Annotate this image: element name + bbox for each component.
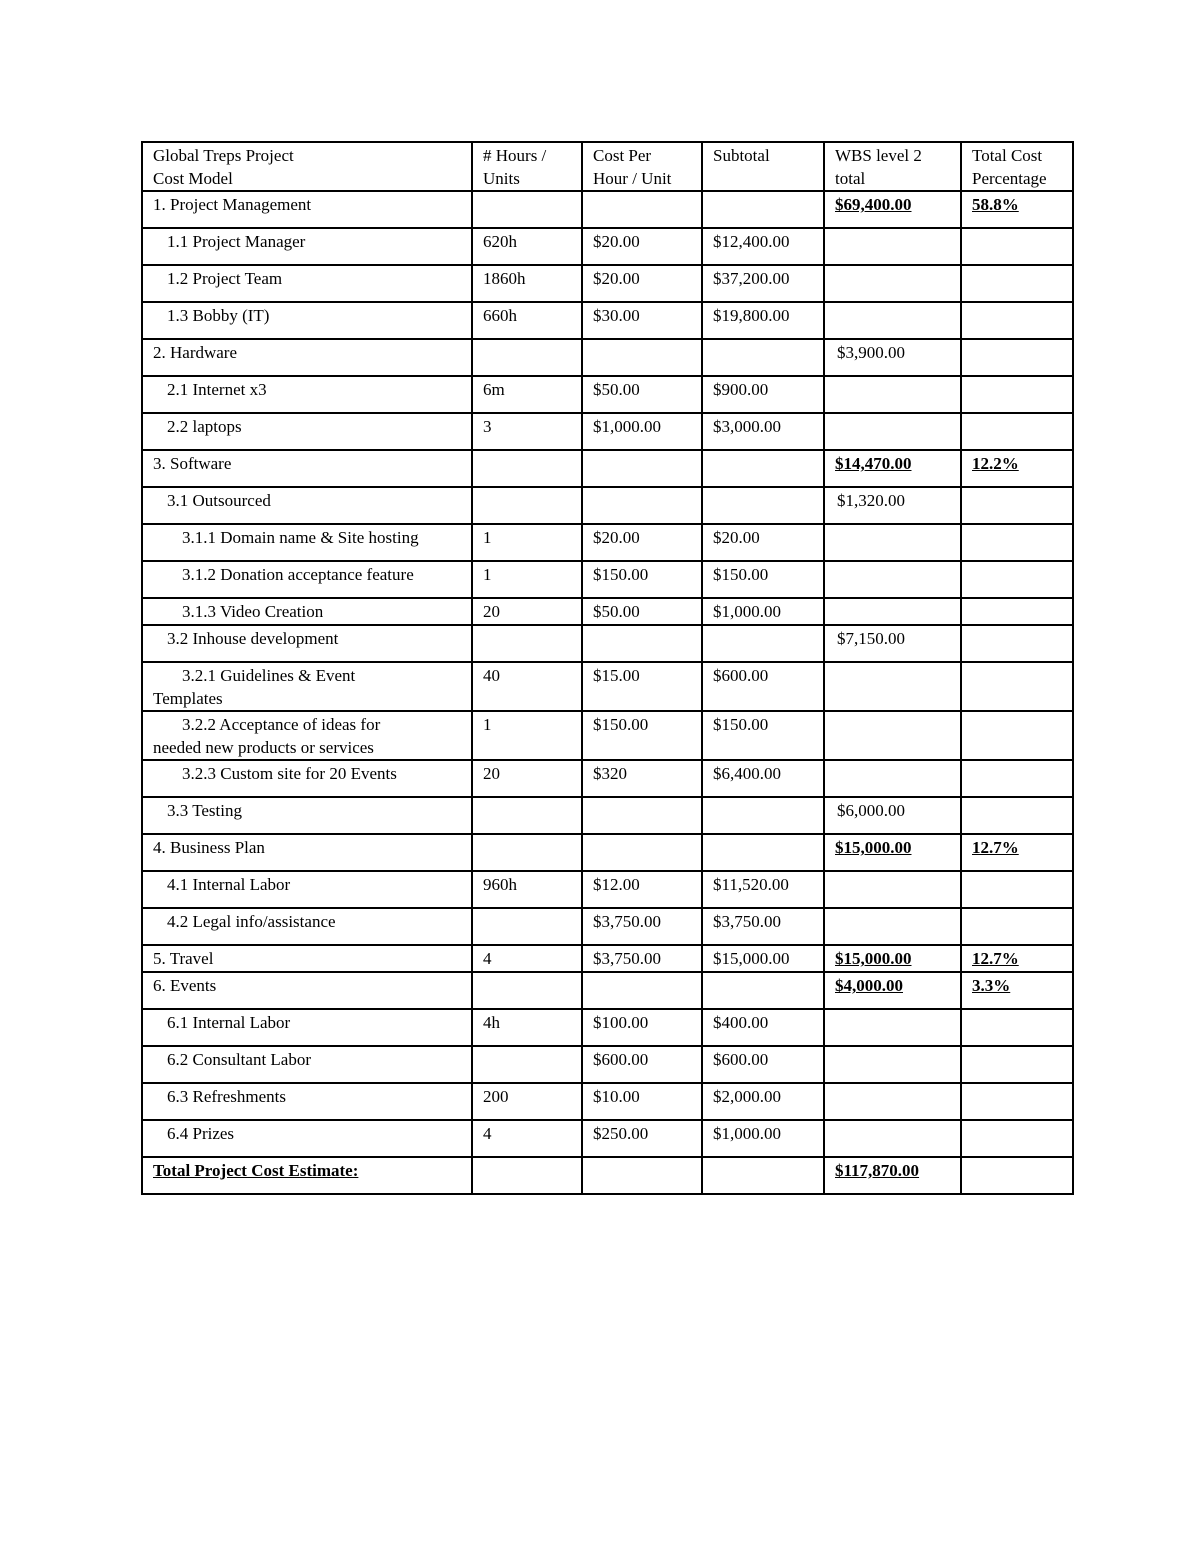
subtotal-cell: $6,400.00 <box>702 760 824 797</box>
item-cell: 3. Software <box>142 450 472 487</box>
cost-cell <box>582 797 702 834</box>
cost-cell <box>582 834 702 871</box>
wbs-cell <box>824 598 961 625</box>
subtotal-cell: $20.00 <box>702 524 824 561</box>
units-cell: 40 <box>472 662 582 711</box>
units-cell: 1 <box>472 524 582 561</box>
header-cell-project: Global Treps Project Cost Model <box>142 142 472 191</box>
item-cell: 3.1 Outsourced <box>142 487 472 524</box>
wbs-cell <box>824 871 961 908</box>
percentage-cell <box>961 524 1073 561</box>
table-row <box>142 1009 1073 1046</box>
subtotal-cell: $400.00 <box>702 1009 824 1046</box>
cost-cell: $600.00 <box>582 1046 702 1083</box>
cost-cell: $20.00 <box>582 265 702 302</box>
item-cell: 6.1 Internal Labor <box>142 1009 472 1046</box>
wbs-cell: $3,900.00 <box>824 339 961 376</box>
units-cell <box>472 972 582 1009</box>
item-cell: 6.3 Refreshments <box>142 1083 472 1120</box>
item-cell: 3.2.3 Custom site for 20 Events <box>142 760 472 797</box>
cost-cell <box>582 1157 702 1194</box>
wbs-cell: $1,320.00 <box>824 487 961 524</box>
cost-cell: $50.00 <box>582 376 702 413</box>
item-cell: 6.4 Prizes <box>142 1120 472 1157</box>
subtotal-cell <box>702 191 824 228</box>
cost-cell <box>582 339 702 376</box>
wbs-cell <box>824 908 961 945</box>
table-row <box>142 413 1073 450</box>
units-cell: 20 <box>472 598 582 625</box>
percentage-cell <box>961 760 1073 797</box>
units-cell: 4h <box>472 1009 582 1046</box>
item-cell: 3.2 Inhouse development <box>142 625 472 662</box>
units-cell <box>472 191 582 228</box>
percentage-cell <box>961 413 1073 450</box>
cost-cell <box>582 625 702 662</box>
wbs-cell: $4,000.00 <box>824 972 961 1009</box>
item-cell: 2.2 laptops <box>142 413 472 450</box>
cost-cell: $50.00 <box>582 598 702 625</box>
table-row <box>142 450 1073 487</box>
wbs-cell <box>824 662 961 711</box>
cost-cell <box>582 972 702 1009</box>
item-cell: 4.2 Legal info/assistance <box>142 908 472 945</box>
subtotal-cell: $2,000.00 <box>702 1083 824 1120</box>
table-row <box>142 524 1073 561</box>
header-cell-percentage: Total Cost Percentage <box>961 142 1073 191</box>
percentage-cell <box>961 1083 1073 1120</box>
percentage-cell <box>961 1009 1073 1046</box>
item-cell: 2.1 Internet x3 <box>142 376 472 413</box>
cost-cell: $250.00 <box>582 1120 702 1157</box>
table-row <box>142 1083 1073 1120</box>
cost-cell: $15.00 <box>582 662 702 711</box>
subtotal-cell: $150.00 <box>702 561 824 598</box>
wbs-cell <box>824 376 961 413</box>
units-cell <box>472 450 582 487</box>
units-cell: 660h <box>472 302 582 339</box>
table-row <box>142 302 1073 339</box>
item-cell: 6. Events <box>142 972 472 1009</box>
percentage-cell <box>961 561 1073 598</box>
table-row <box>142 711 1073 760</box>
percentage-cell <box>961 1157 1073 1194</box>
percentage-cell <box>961 339 1073 376</box>
subtotal-cell: $3,750.00 <box>702 908 824 945</box>
subtotal-cell: $37,200.00 <box>702 265 824 302</box>
cost-cell <box>582 191 702 228</box>
wbs-cell <box>824 1009 961 1046</box>
item-cell: 6.2 Consultant Labor <box>142 1046 472 1083</box>
header-cell-subtotal: Subtotal <box>702 142 824 191</box>
percentage-cell <box>961 871 1073 908</box>
table-row <box>142 834 1073 871</box>
wbs-cell <box>824 1046 961 1083</box>
table-row <box>142 228 1073 265</box>
percentage-cell <box>961 376 1073 413</box>
subtotal-cell: $19,800.00 <box>702 302 824 339</box>
percentage-cell <box>961 711 1073 760</box>
units-cell: 20 <box>472 760 582 797</box>
item-cell: 3.2.2 Acceptance of ideas for needed new products or services <box>142 711 472 760</box>
table-row <box>142 625 1073 662</box>
subtotal-cell <box>702 450 824 487</box>
units-cell <box>472 625 582 662</box>
cost-cell: $320 <box>582 760 702 797</box>
units-cell <box>472 834 582 871</box>
table-row <box>142 191 1073 228</box>
units-cell <box>472 1046 582 1083</box>
item-cell: 3.2.1 Guidelines & Event Templates <box>142 662 472 711</box>
table-row <box>142 1046 1073 1083</box>
units-cell <box>472 797 582 834</box>
total-row <box>142 1157 1073 1194</box>
percentage-cell: 12.7% <box>961 834 1073 871</box>
item-cell: 3.1.3 Video Creation <box>142 598 472 625</box>
cost-cell: $100.00 <box>582 1009 702 1046</box>
subtotal-cell <box>702 834 824 871</box>
table-row <box>142 760 1073 797</box>
cost-model-table <box>141 141 1074 1195</box>
wbs-cell: $7,150.00 <box>824 625 961 662</box>
wbs-cell <box>824 265 961 302</box>
subtotal-cell: $600.00 <box>702 1046 824 1083</box>
subtotal-cell: $3,000.00 <box>702 413 824 450</box>
item-cell: 3.3 Testing <box>142 797 472 834</box>
wbs-cell: $14,470.00 <box>824 450 961 487</box>
table-row <box>142 487 1073 524</box>
wbs-cell <box>824 228 961 265</box>
item-cell: 4. Business Plan <box>142 834 472 871</box>
item-cell: 1. Project Management <box>142 191 472 228</box>
table-row <box>142 662 1073 711</box>
percentage-cell: 3.3% <box>961 972 1073 1009</box>
units-cell: 620h <box>472 228 582 265</box>
cost-cell: $30.00 <box>582 302 702 339</box>
cost-cell <box>582 450 702 487</box>
subtotal-cell: $600.00 <box>702 662 824 711</box>
cost-cell: $20.00 <box>582 524 702 561</box>
wbs-cell: $15,000.00 <box>824 834 961 871</box>
subtotal-cell <box>702 487 824 524</box>
header-row <box>142 142 1073 191</box>
wbs-cell: $15,000.00 <box>824 945 961 972</box>
subtotal-cell: $900.00 <box>702 376 824 413</box>
units-cell <box>472 487 582 524</box>
subtotal-cell <box>702 625 824 662</box>
units-cell <box>472 339 582 376</box>
wbs-cell <box>824 524 961 561</box>
percentage-cell <box>961 302 1073 339</box>
table-row <box>142 561 1073 598</box>
units-cell <box>472 1157 582 1194</box>
percentage-cell <box>961 487 1073 524</box>
item-cell: 4.1 Internal Labor <box>142 871 472 908</box>
units-cell: 6m <box>472 376 582 413</box>
subtotal-cell: $1,000.00 <box>702 1120 824 1157</box>
wbs-cell <box>824 1120 961 1157</box>
percentage-cell <box>961 598 1073 625</box>
subtotal-cell <box>702 339 824 376</box>
table-row <box>142 598 1073 625</box>
subtotal-cell <box>702 797 824 834</box>
units-cell: 960h <box>472 871 582 908</box>
header-cell-cost: Cost Per Hour / Unit <box>582 142 702 191</box>
cost-cell: $3,750.00 <box>582 945 702 972</box>
table-row <box>142 376 1073 413</box>
percentage-cell: 12.2% <box>961 450 1073 487</box>
item-cell: 5. Travel <box>142 945 472 972</box>
wbs-cell <box>824 711 961 760</box>
item-cell: 1.3 Bobby (IT) <box>142 302 472 339</box>
subtotal-cell: $1,000.00 <box>702 598 824 625</box>
percentage-cell <box>961 265 1073 302</box>
item-cell: 1.1 Project Manager <box>142 228 472 265</box>
units-cell: 3 <box>472 413 582 450</box>
units-cell: 4 <box>472 945 582 972</box>
cost-cell: $12.00 <box>582 871 702 908</box>
wbs-cell <box>824 760 961 797</box>
percentage-cell <box>961 662 1073 711</box>
percentage-cell <box>961 1120 1073 1157</box>
units-cell: 1860h <box>472 265 582 302</box>
cost-cell: $1,000.00 <box>582 413 702 450</box>
table-row <box>142 871 1073 908</box>
subtotal-cell <box>702 1157 824 1194</box>
item-cell: 2. Hardware <box>142 339 472 376</box>
units-cell: 1 <box>472 711 582 760</box>
cost-cell: $150.00 <box>582 711 702 760</box>
item-cell: 1.2 Project Team <box>142 265 472 302</box>
cost-cell: $10.00 <box>582 1083 702 1120</box>
total-wbs-cell: $117,870.00 <box>824 1157 961 1194</box>
subtotal-cell <box>702 972 824 1009</box>
percentage-cell <box>961 908 1073 945</box>
header-cell-wbs: WBS level 2 total <box>824 142 961 191</box>
subtotal-cell: $12,400.00 <box>702 228 824 265</box>
units-cell: 200 <box>472 1083 582 1120</box>
item-cell: 3.1.1 Domain name & Site hosting <box>142 524 472 561</box>
wbs-cell <box>824 561 961 598</box>
cost-cell: $3,750.00 <box>582 908 702 945</box>
wbs-cell: $69,400.00 <box>824 191 961 228</box>
units-cell: 4 <box>472 1120 582 1157</box>
units-cell: 1 <box>472 561 582 598</box>
percentage-cell <box>961 625 1073 662</box>
header-cell-hours: # Hours / Units <box>472 142 582 191</box>
wbs-cell <box>824 302 961 339</box>
percentage-cell: 58.8% <box>961 191 1073 228</box>
percentage-cell <box>961 228 1073 265</box>
cost-cell: $20.00 <box>582 228 702 265</box>
total-label-cell: Total Project Cost Estimate: <box>142 1157 472 1194</box>
percentage-cell: 12.7% <box>961 945 1073 972</box>
wbs-cell: $6,000.00 <box>824 797 961 834</box>
item-cell: 3.1.2 Donation acceptance feature <box>142 561 472 598</box>
table-row <box>142 972 1073 1009</box>
table-row <box>142 908 1073 945</box>
percentage-cell <box>961 1046 1073 1083</box>
wbs-cell <box>824 413 961 450</box>
table-row <box>142 797 1073 834</box>
percentage-cell <box>961 797 1073 834</box>
subtotal-cell: $150.00 <box>702 711 824 760</box>
table-row <box>142 339 1073 376</box>
table-row <box>142 265 1073 302</box>
cost-cell <box>582 487 702 524</box>
wbs-cell <box>824 1083 961 1120</box>
subtotal-cell: $15,000.00 <box>702 945 824 972</box>
subtotal-cell: $11,520.00 <box>702 871 824 908</box>
table-row <box>142 945 1073 972</box>
table-row <box>142 1120 1073 1157</box>
cost-cell: $150.00 <box>582 561 702 598</box>
units-cell <box>472 908 582 945</box>
